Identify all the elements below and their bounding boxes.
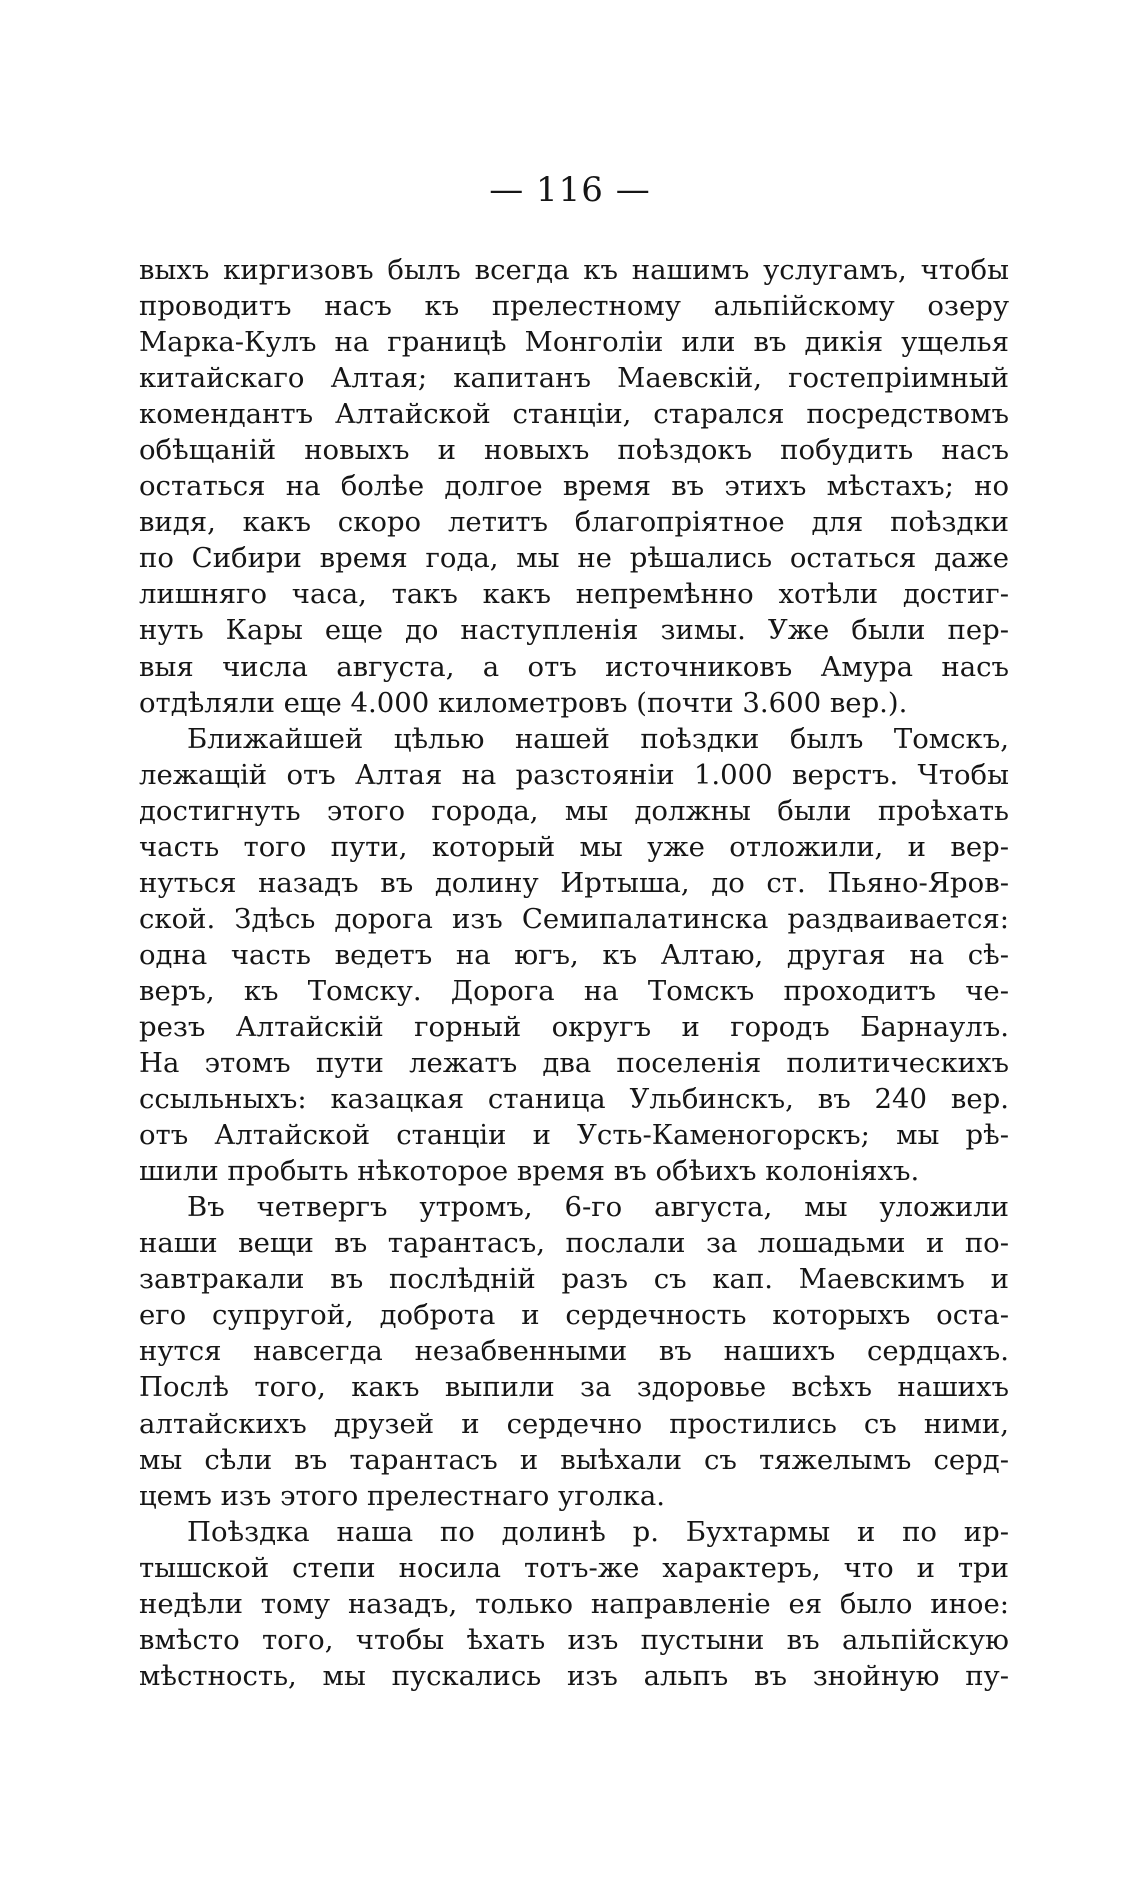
paragraph (139, 252, 1009, 721)
text-line: резъ Алтайскій горный округъ и городъ Барнаулъ. (139, 1010, 1009, 1043)
text-line: нуть Кары еще до наступленія зимы. Уже были пер- (139, 614, 1009, 647)
text-line: лежащій отъ Алтая на разстояніи 1.000 верстъ. Чтобы (139, 758, 1009, 791)
text-line: ской. Здѣсь дорога изъ Семипалатинска раздваивается: (139, 902, 1009, 935)
text-line: обѣщаній новыхъ и новыхъ поѣздокъ побудить насъ (139, 434, 1009, 467)
paragraph (139, 721, 1009, 1190)
text-line: недѣли тому назадъ, только направленіе ея было иное: (139, 1587, 1009, 1620)
text-line: Ближайшей цѣлью нашей поѣздки былъ Томскъ, (187, 722, 1009, 755)
text-line: отдѣляли еще 4.000 километровъ (почти 3.600 вер.). (139, 686, 908, 719)
text-line: вмѣсто того, чтобы ѣхать изъ пустыни въ альпійскую (139, 1623, 1009, 1656)
text-line: наши вещи въ тарантасъ, послали за лошадьми и по- (139, 1227, 1009, 1260)
text-line: алтайскихъ друзей и сердечно простились съ ними, (139, 1407, 1009, 1440)
text-line: выя числа августа, а отъ источниковъ Амура насъ (139, 650, 1009, 683)
text-line: нуться назадъ въ долину Иртыша, до ст. Пьяно-Яров- (139, 866, 1009, 899)
text-line: лишняго часа, такъ какъ непремѣнно хотѣли достиг- (139, 578, 1009, 611)
text-line: комендантъ Алтайской станціи, старался посредствомъ (139, 398, 1009, 431)
text-line: мѣстность, мы пускались изъ альпъ въ знойную пу- (139, 1659, 1009, 1692)
text-line: видя, какъ скоро летитъ благопріятное для поѣздки (139, 506, 1009, 539)
text-line: Марка-Кулъ на границѣ Монголіи или въ дикія ущелья (139, 326, 1009, 359)
paragraph (139, 1514, 1009, 1694)
text-line: На этомъ пути лежатъ два поселенія политическихъ (139, 1047, 1009, 1080)
text-line: ссыльныхъ: казацкая станица Ульбинскъ, въ 240 вер. (139, 1083, 1009, 1116)
text-line: веръ, къ Томску. Дорога на Томскъ проходитъ че- (139, 974, 1009, 1007)
paragraph (139, 1189, 1009, 1513)
text-line: нутся навсегда незабвенными въ нашихъ сердцахъ. (139, 1335, 1009, 1368)
text-line: проводитъ насъ къ прелестному альпійскому озеру (139, 290, 1009, 323)
text-line: цемъ изъ этого прелестнаго уголка. (139, 1479, 665, 1512)
text-line: мы сѣли въ тарантасъ и выѣхали съ тяжелымъ серд- (139, 1443, 1009, 1476)
text-line: выхъ киргизовъ былъ всегда къ нашимъ услугамъ, чтобы (139, 254, 1009, 286)
body-text (139, 252, 1009, 1694)
text-line: его супругой, доброта и сердечность которыхъ оста- (139, 1299, 1009, 1332)
text-line: китайскаго Алтая; капитанъ Маевскій, гостепріимный (139, 362, 1009, 395)
text-line: завтракали въ послѣдній разъ съ кап. Маевскимъ и (139, 1263, 1009, 1296)
text-line: достигнуть этого города, мы должны были проѣхать (139, 794, 1009, 827)
text-line: остаться на болѣе долгое время въ этихъ мѣстахъ; но (139, 470, 1009, 503)
text-line: Послѣ того, какъ выпили за здоровье всѣхъ нашихъ (139, 1371, 1009, 1404)
text-line: отъ Алтайской станціи и Усть-Каменогорскъ; мы рѣ- (139, 1119, 1009, 1152)
text-line: Поѣздка наша по долинѣ р. Бухтармы и по ир- (187, 1515, 1009, 1548)
text-line: тышской степи носила тотъ-же характеръ, что и три (139, 1551, 1009, 1584)
text-line: часть того пути, который мы уже отложили, и вер- (139, 830, 1009, 863)
text-line: шили пробыть нѣкоторое время въ обѣихъ колоніяхъ. (139, 1155, 920, 1188)
text-line: одна часть ведетъ на югъ, къ Алтаю, другая на сѣ- (139, 938, 1009, 971)
text-line: Въ четвергъ утромъ, 6-го августа, мы уложили (187, 1191, 1009, 1224)
page-number: — 116 — (489, 170, 651, 210)
text-line: по Сибири время года, мы не рѣшались остаться даже (139, 542, 1009, 575)
